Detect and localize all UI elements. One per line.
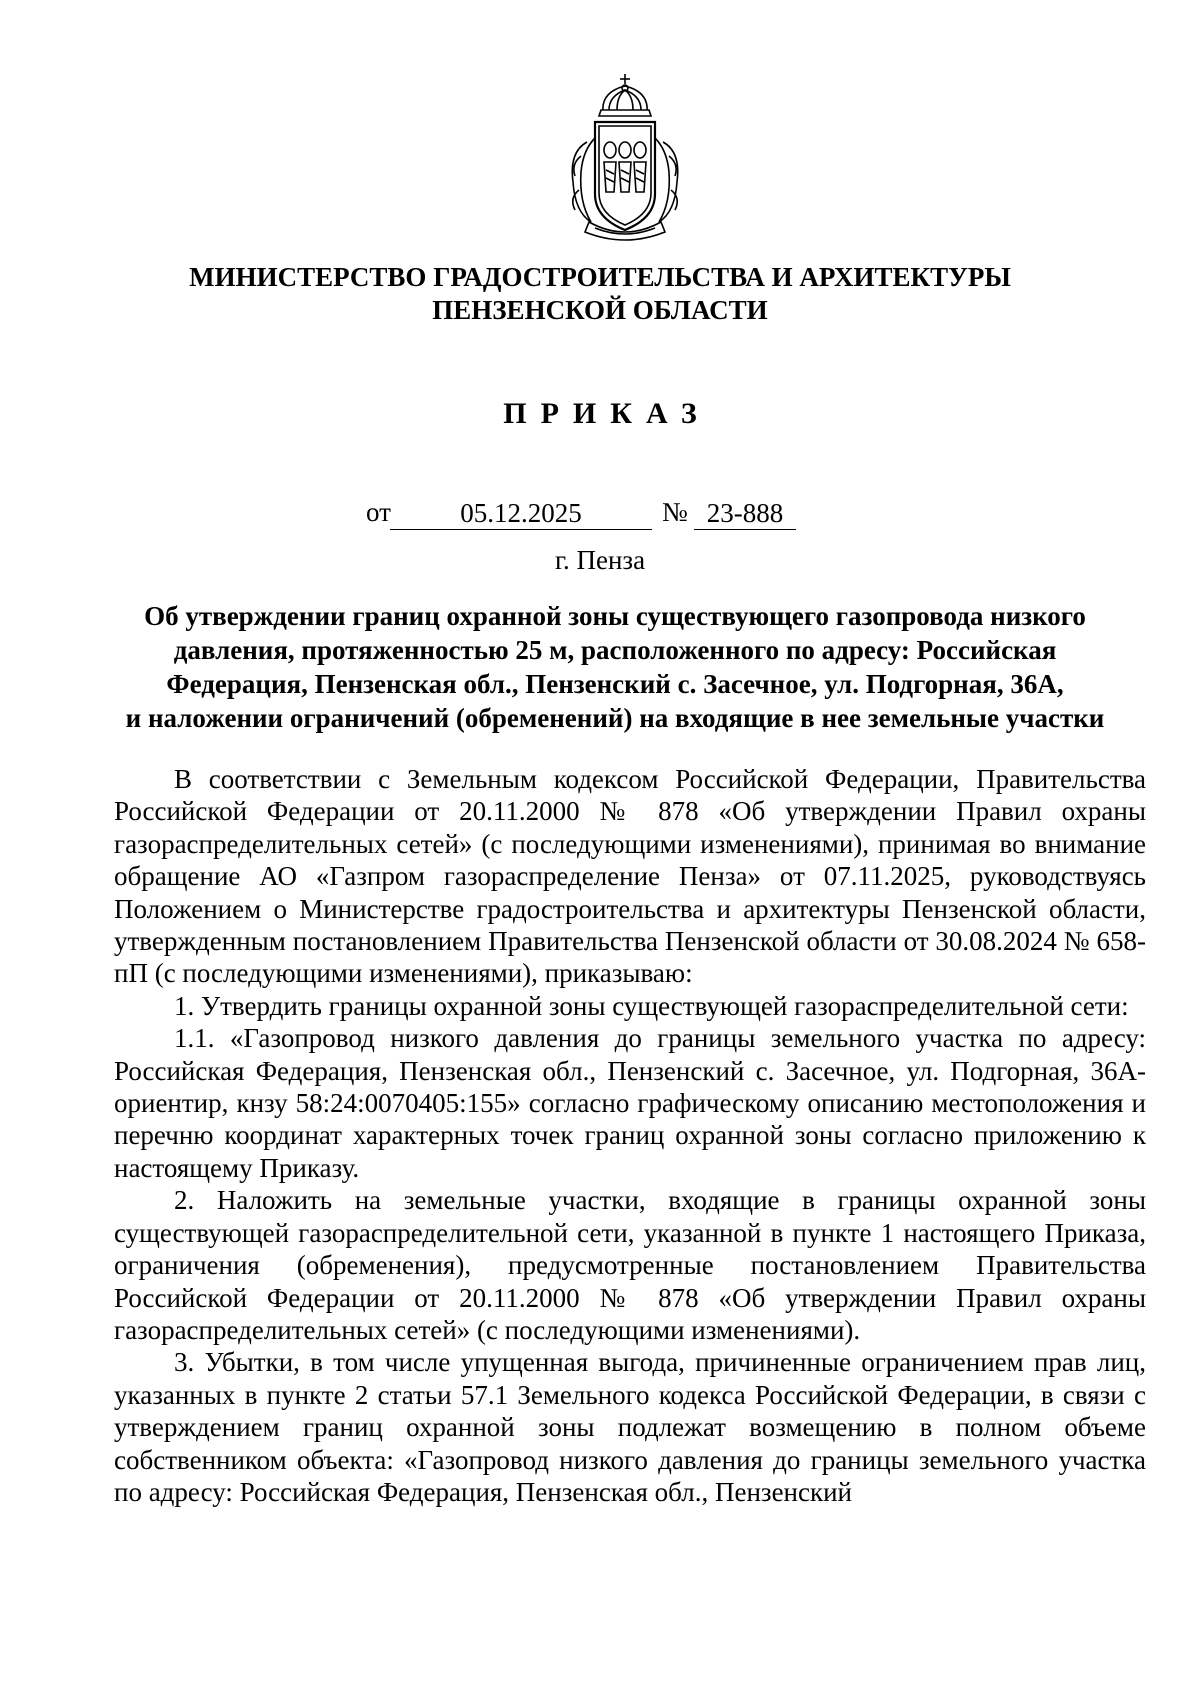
subject-line-4: и наложении ограничений (обременений) на входящие в нее земельные участки (125, 703, 1105, 733)
city: г. Пенза (554, 545, 646, 575)
ministry-line-1: МИНИСТЕРСТВО ГРАДОСТРОИТЕЛЬСТВА И АРХИТЕКТУРЫ (189, 262, 1011, 292)
penza-region-coat-of-arms-icon (565, 72, 685, 244)
order-title: ПРИКАЗ (503, 397, 711, 430)
order-body (114, 763, 1146, 1508)
ministry-line-2: ПЕНЗЕНСКОЙ ОБЛАСТИ (432, 295, 768, 325)
date-prefix: от (366, 497, 391, 527)
number-prefix: № (662, 497, 688, 527)
item-1-paragraph: 1. Утвердить границы охранной зоны существующей газораспределительной сети: (174, 990, 1129, 1021)
subject-line-3: Федерация, Пензенская обл., Пензенский с. Засечное, ул. Подгорная, 36А, (166, 669, 1064, 699)
item-3-paragraph: 3. Убытки, в том числе упущенная выгода, причиненные ограничением прав лиц, указанных в пункте 2 статьи 57.1 Земельного кодекса Российской Федерации, в связи с утверждением границ охранной зоны подлежат возмещению в полном объеме собственником объекта: «Газопровод низкого давления до границы земельного участка по адресу: Российская Федерация, Пензенская обл., Пензенский (114, 1347, 1146, 1507)
item-2-paragraph: 2. Наложить на земельные участки, входящие в границы охранной зоны существующей газораспределительной сети, указанной в пункте 1 настоящего Приказа, ограничения (обременения), предусмотренные постановлением Правительства Российской Федерации от 20.11.2000 № 878 «Об утверждении Правил охраны газораспределительных сетей» (с последующими изменениями). (114, 1185, 1146, 1345)
subject-line-1: Об утверждении границ охранной зоны существующего газопровода низкого (144, 601, 1086, 631)
subject-line-2: давления, протяженностью 25 м, расположенного по адресу: Российская (173, 635, 1057, 665)
item-1-1-paragraph: 1.1. «Газопровод низкого давления до границы земельного участка по адресу: Российская Федерация, Пензенская обл., Пензенский с. Засечное, ул. Подгорная, 36А-ориентир, кнзу 58:24:0070405:155» согласно графическому описанию местоположения и перечню координат характерных точек границ охранной зоны согласно приложению к настоящему Приказу. (114, 1023, 1146, 1183)
order-date: 05.12.2025 (390, 497, 652, 530)
preamble-paragraph: В соответствии с Земельным кодексом Российской Федерации, Правительства Российской Федерации от 20.11.2000 № 878 «Об утверждении Правил охраны газораспределительных сетей» (с последующими изменениями), принимая во внимание обращение АО «Газпром газораспределение Пенза» от 07.11.2025, руководствуясь Положением о Министерстве градостроительства и архитектуры Пензенской области, утвержденным постановлением Правительства Пензенской области от 30.08.2024 № 658-пП (с последующими изменениями), приказываю: (114, 764, 1146, 989)
ministry-heading (60, 261, 1140, 327)
order-subject (110, 599, 1120, 735)
order-number: 23-888 (694, 497, 796, 530)
